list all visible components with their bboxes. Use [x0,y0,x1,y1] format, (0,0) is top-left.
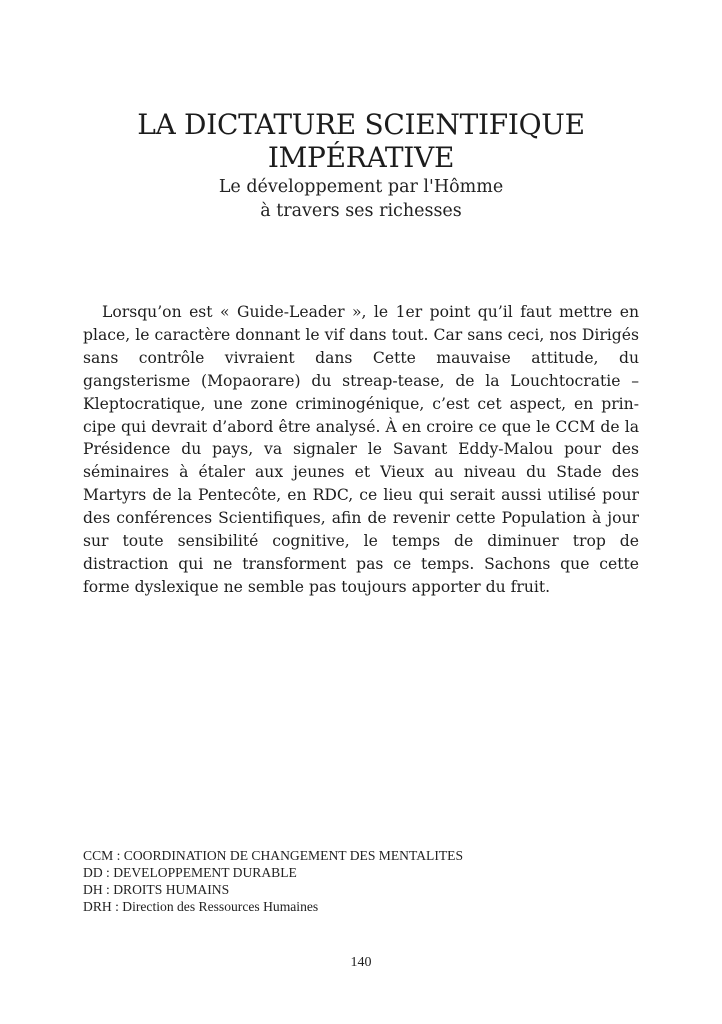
footnote-drh: DRH : Direction des Ressources Humaines [83,899,319,914]
chapter-title-line-1: LA DICTATURE SCIENTIFIQUE [137,108,585,141]
footnotes [83,847,643,915]
chapter-subtitle-line-1: Le développement par l'Hômme [218,177,504,197]
page-number: 140 [350,955,372,970]
chapter-subtitle-line-2: à travers ses richesses [260,201,462,221]
chapter-title [60,108,662,174]
chapter-title-line-2: IMPÉRATIVE [267,141,455,174]
chapter-subtitle [60,175,662,223]
footnote-dh: DH : DROITS HUMAINS [83,882,230,897]
body-paragraph: Lorsqu’on est « Guide-Leader », le 1er point qu’il faut mettre en place, le caractère donnant le vif dans tout. Car sans ceci, nos Dirigés sans contrôle vivraient dans Cette mauvaise attitude, du gangsterisme (Mopaorare) du streap-tease, de la Louchtocratie – Kleptocratique, une zone criminogénique, c’est cet aspect, en principe qui devrait d’abord être analysé. À en croire ce que le CCM de la Présidence du pays, va signaler le Savant Eddy-Malou pour des séminaires à étaler aux jeunes et Vieux au niveau du Stade des Martyrs de la Pentecôte, en RDC, ce lieu qui serait aussi utilisé pour des conférences Scientifiques, afin de revenir cette Population à jour sur toute sensibilité cognitive, le temps de diminuer trop de distraction qui ne transforment pas ce temps. Sachons que cette forme dyslexique ne semble pas toujours apporter du fruit. [83,303,639,596]
footnote-ccm: CCM : COORDINATION DE CHANGEMENT DES MENTALITES [83,848,464,863]
footnote-dd: DD : DEVELOPPEMENT DURABLE [83,865,297,880]
